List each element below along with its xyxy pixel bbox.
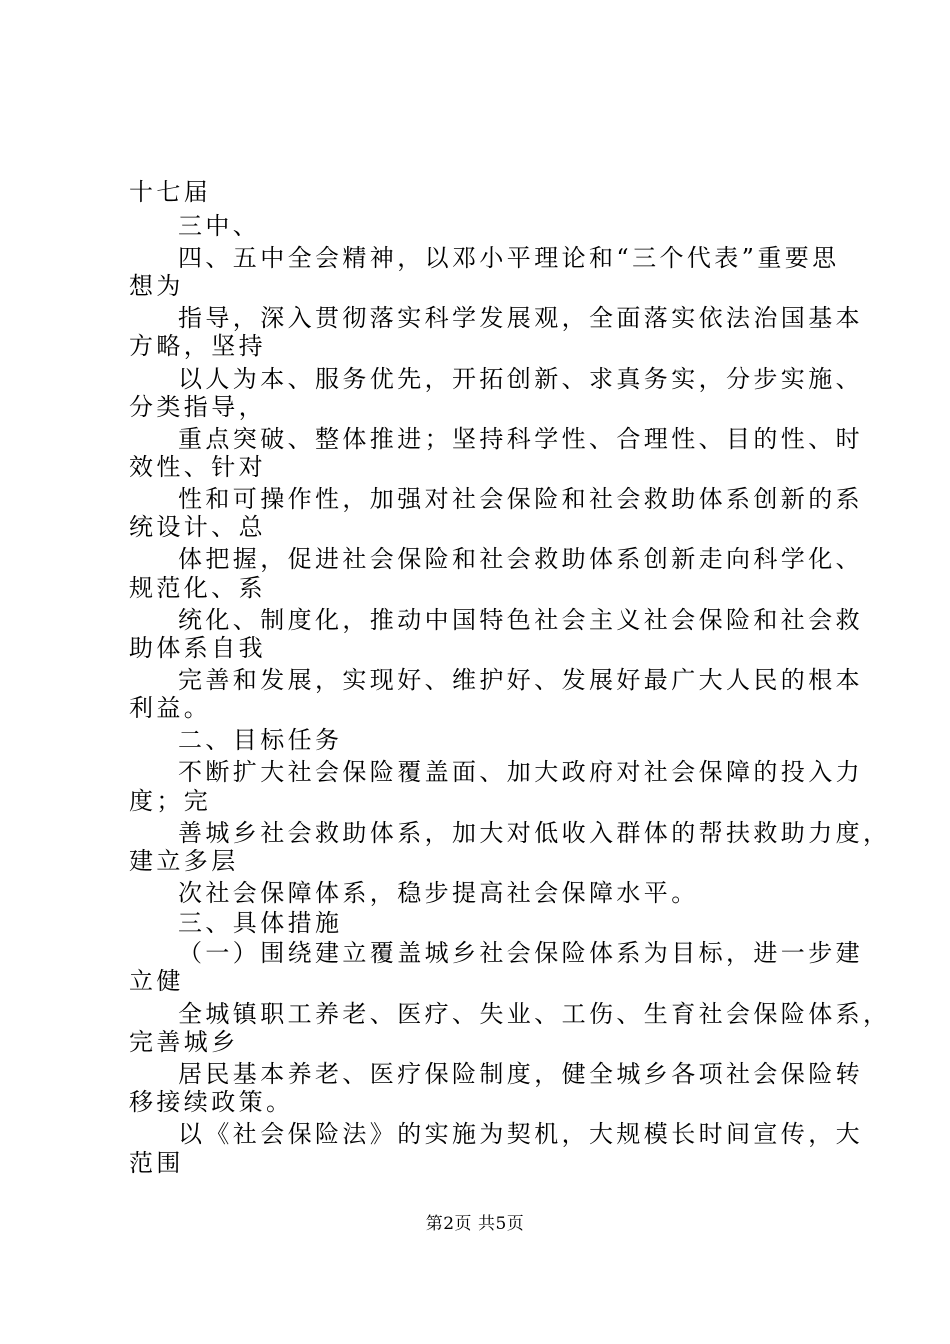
text-line: 方略，坚持	[129, 332, 266, 360]
text-line: 体把握，促进社会保险和社会救助体系创新走向科学化、	[178, 545, 863, 573]
text-line: 范围	[129, 1149, 184, 1177]
text-line: 不断扩大社会保险覆盖面、加大政府对社会保障的投入力	[178, 758, 863, 786]
text-line: 移接续政策。	[129, 1088, 294, 1116]
text-line: 完善和发展，实现好、维护好、发展好最广大人民的根本	[178, 666, 863, 694]
text-line: 效性、针对	[129, 453, 266, 481]
text-line: 规范化、系	[129, 574, 266, 602]
page-number-footer: 第2页 共5页	[425, 1214, 525, 1234]
section-heading: 三、具体措施	[178, 909, 343, 937]
text-line: 三中、	[178, 212, 261, 240]
text-line: 统设计、总	[129, 513, 266, 541]
text-line: 统化、制度化，推动中国特色社会主义社会保险和社会救	[178, 606, 863, 634]
text-line: 善城乡社会救助体系，加大对低收入群体的帮扶救助力度，	[178, 819, 891, 847]
text-line: 分类指导，	[129, 393, 266, 421]
text-line: 四、五中全会精神，以邓小平理论和“三个代表”重要思	[178, 244, 840, 272]
text-line: 以人为本、服务优先，开拓创新、求真务实，分步实施、	[178, 365, 863, 393]
text-line: 完善城乡	[129, 1028, 239, 1056]
section-heading: 二、目标任务	[178, 726, 343, 754]
text-line: 以《社会保险法》的实施为契机，大规模长时间宣传，大	[178, 1120, 863, 1148]
text-line: 十七届	[129, 178, 212, 206]
text-line: 助体系自我	[129, 634, 266, 662]
text-line: （一）围绕建立覆盖城乡社会保险体系为目标，进一步建	[178, 939, 863, 967]
text-line: 建立多层	[129, 847, 239, 875]
text-line: 度；完	[129, 787, 212, 815]
text-line: 全城镇职工养老、医疗、失业、工伤、生育社会保险体系，	[178, 1000, 891, 1028]
text-line: 指导，深入贯彻落实科学发展观，全面落实依法治国基本	[178, 304, 863, 332]
text-line: 想为	[129, 272, 184, 300]
text-line: 重点突破、整体推进；坚持科学性、合理性、目的性、时	[178, 425, 863, 453]
text-line: 居民基本养老、医疗保险制度，健全城乡各项社会保险转	[178, 1060, 863, 1088]
text-line: 立健	[129, 967, 184, 995]
text-line: 利益。	[129, 694, 212, 722]
text-line: 次社会保障体系，稳步提高社会保障水平。	[178, 879, 699, 907]
text-line: 性和可操作性，加强对社会保险和社会救助体系创新的系	[178, 485, 863, 513]
